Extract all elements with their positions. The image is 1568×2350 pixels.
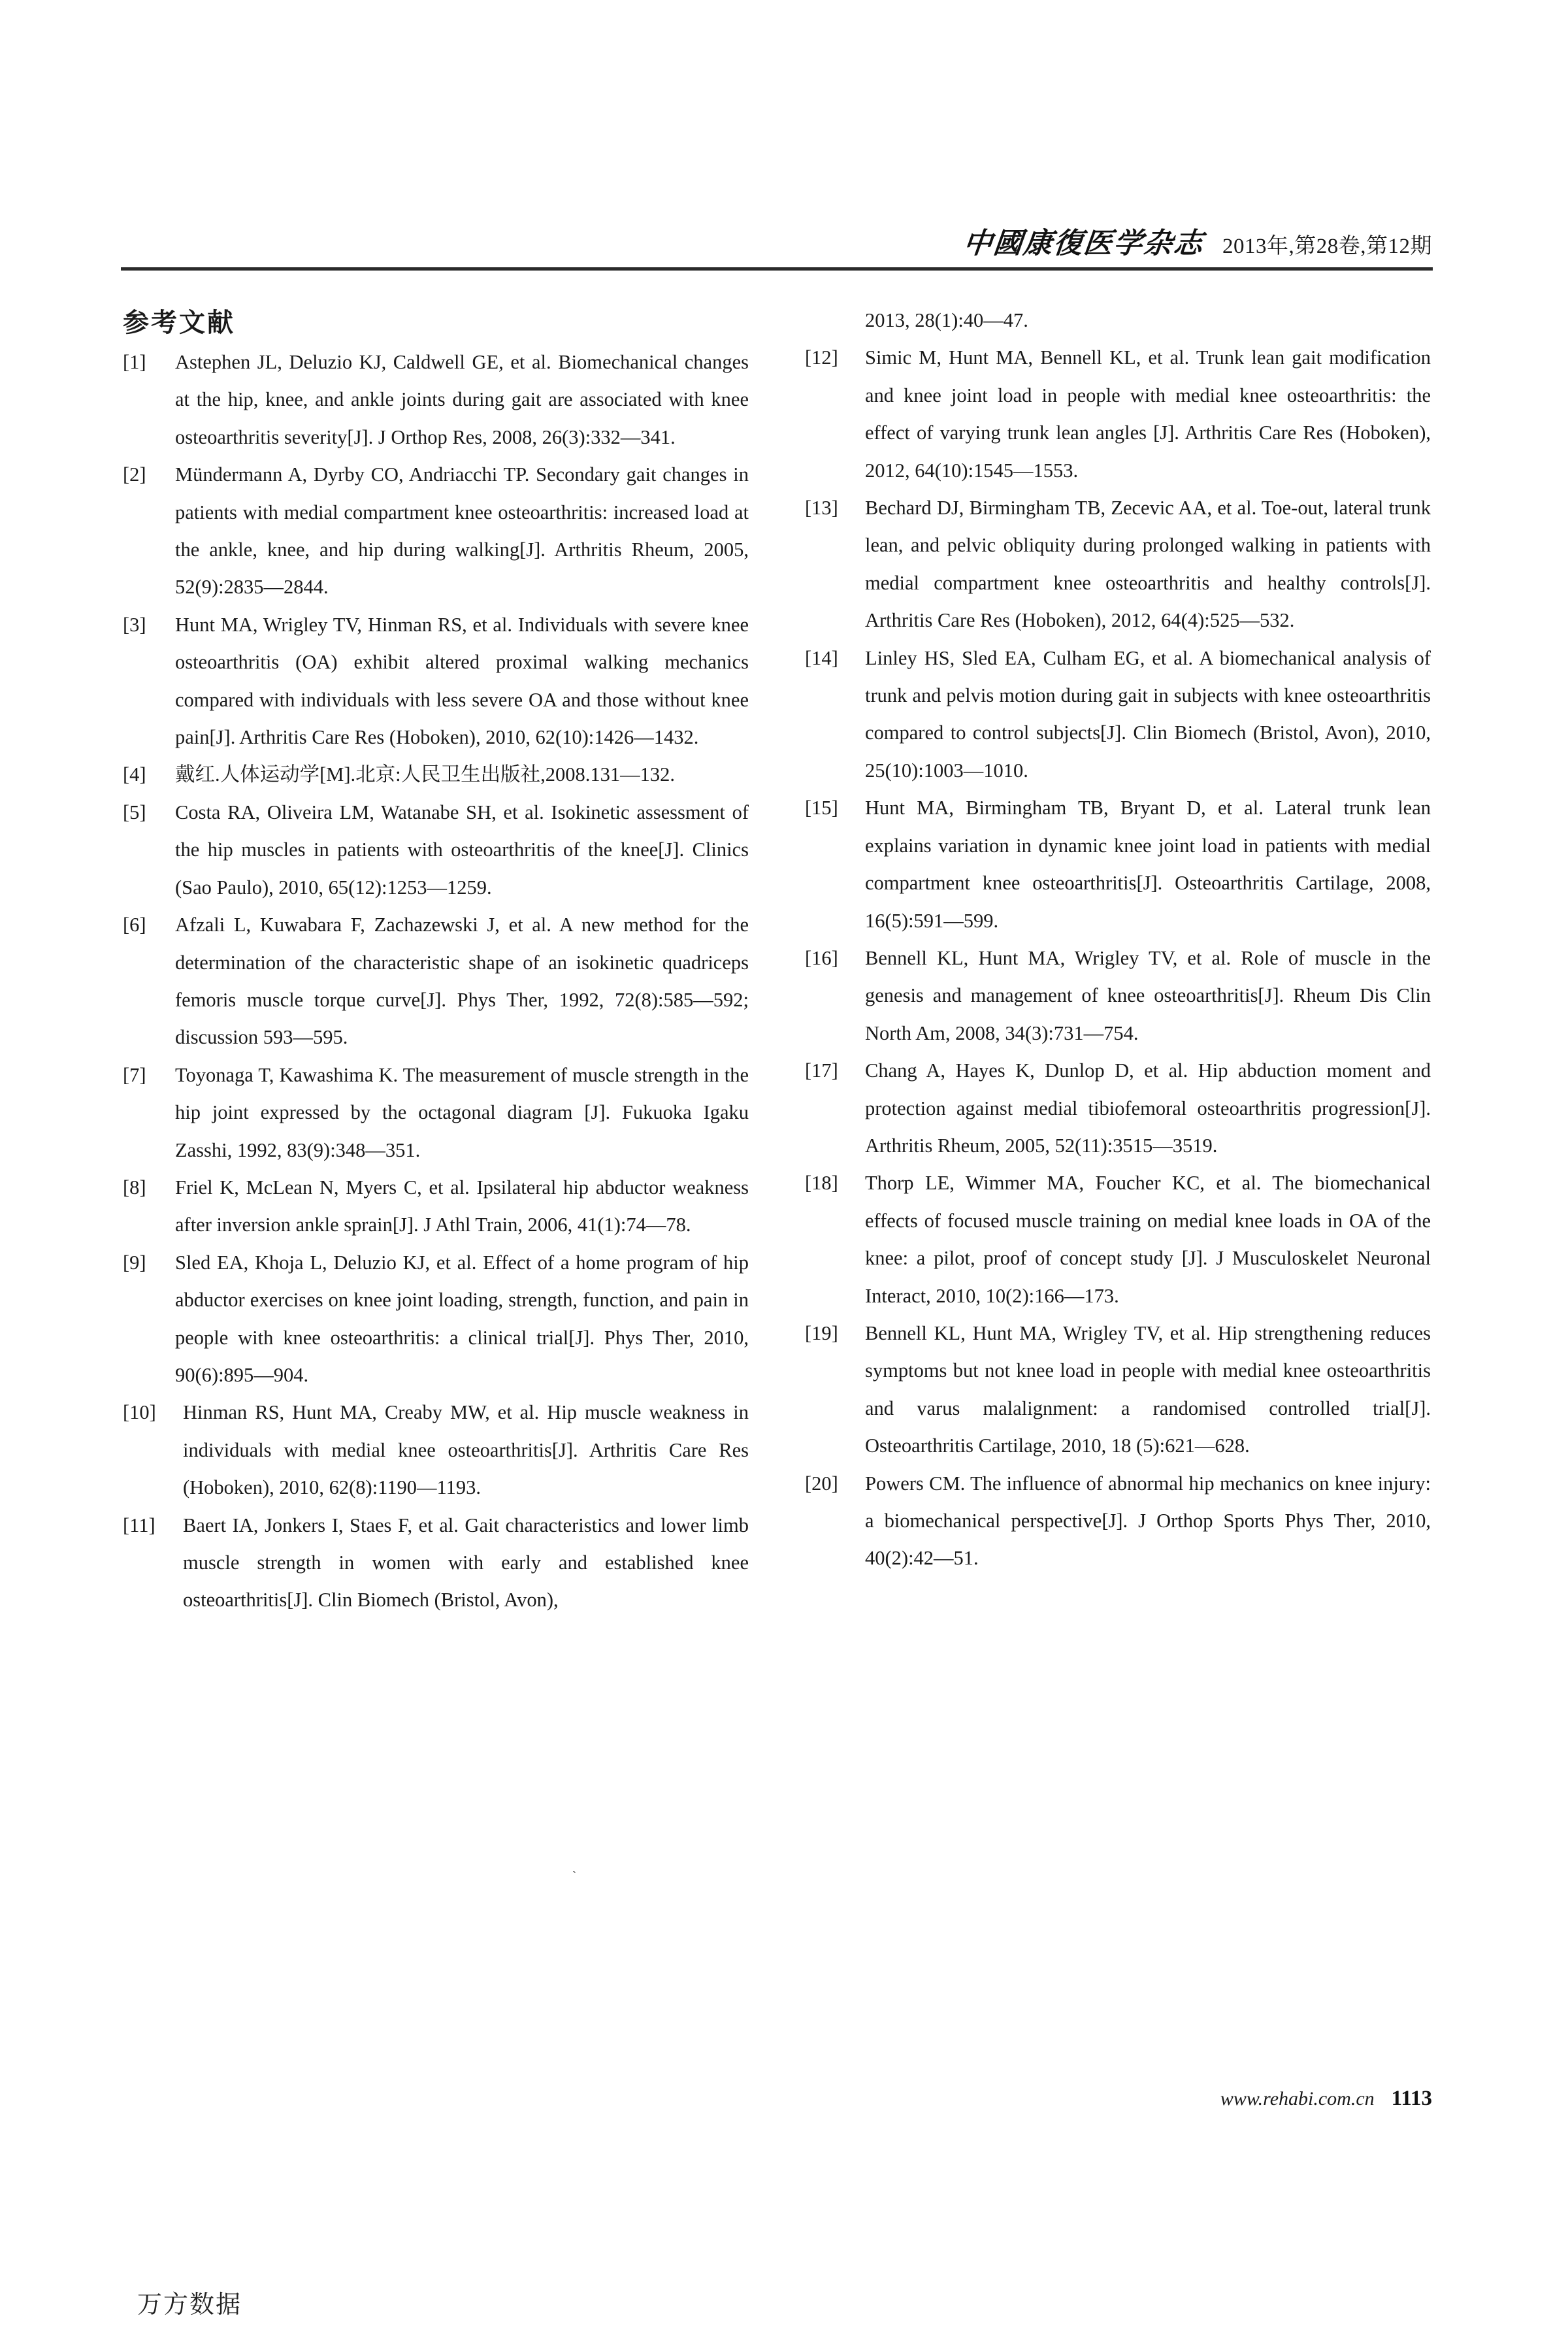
page-footer [1220,2087,1432,2111]
reference-item [805,339,1431,489]
reference-item [805,1465,1431,1578]
reference-number: [3] [123,613,146,636]
scan-artifact-mark: ˎ [572,1860,576,1873]
running-head [961,220,1432,261]
reference-text: Baert IA, Jonkers I, Staes F, et al. Gait characteristics and lower limb muscle strength in women with early and established knee osteoarthritis[J]. Clin Biomech (Bristol, Avon), [183,1514,749,1612]
reference-text: Afzali L, Kuwabara F, Zachazewski J, et al. A new method for the determination of the characteristic shape of an isokinetic quadriceps femoris muscle torque curve[J]. Phys Ther, 1992, 72(8):585—592; discussion 593—595. [175,914,749,1049]
reference-text: Friel K, McLean N, Myers C, et al. Ipsilateral hip abductor weakness after inversion ankle sprain[J]. J Athl Train, 2006, 41(1):74—78. [175,1176,749,1236]
reference-text: Hunt MA, Wrigley TV, Hinman RS, et al. Individuals with severe knee osteoarthritis (OA) exhibit altered proximal walking mechanics compared with individuals with less severe OA and those without knee pain[J]. Arthritis Care Res (Hoboken), 2010, 62(10):1426—1432. [175,613,749,749]
watermark: 万方数据 [137,2290,242,2319]
reference-number: [13] [805,497,838,520]
journal-logo: 中國康復医学杂志 [961,227,1206,260]
reference-number: [14] [805,646,838,669]
reference-item [123,756,749,793]
reference-number: [4] [123,763,146,786]
reference-number: [7] [123,1063,146,1086]
reference-text: Bennell KL, Hunt MA, Wrigley TV, et al. Role of muscle in the genesis and management of knee osteoarthritis[J]. Rheum Dis Clin North Am, 2008, 34(3):731—754. [865,946,1431,1044]
reference-text: Chang A, Hayes K, Dunlop D, et al. Hip abduction moment and protection against medial tibiofemoral osteoarthritis progression[J]. Arthritis Rheum, 2005, 52(11):3515—3519. [865,1059,1431,1157]
reference-item [805,789,1431,940]
header-rule [121,267,1433,271]
reference-text: Sled EA, Khoja L, Deluzio KJ, et al. Effect of a home program of hip abductor exercises on knee joint loading, strength, function, and pain in people with knee osteoarthritis: a clinical trial[J]. Phys Ther, 2010, 90(6):895—904. [175,1251,749,1386]
reference-item [123,1169,749,1244]
reference-item [805,1315,1431,1465]
section-title: 参考文献 [123,308,235,338]
reference-number: [19] [805,1321,838,1344]
reference-item [805,1165,1431,1315]
issue-info: 2013年,第28卷,第12期 [1222,235,1432,258]
reference-item [805,640,1431,790]
references-left-column [123,344,749,1619]
reference-item [123,1057,749,1169]
reference-item [123,1394,749,1506]
reference-item [123,1507,749,1619]
reference-number: [20] [805,1472,838,1495]
reference-item [805,489,1431,640]
reference-number: [1] [123,351,146,373]
reference-text: Hinman RS, Hunt MA, Creaby MW, et al. Hip muscle weakness in individuals with medial knee osteoarthritis[J]. Arthritis Care Res (Hoboken), 2010, 62(8):1190—1193. [183,1401,749,1499]
reference-number: [10] [123,1401,156,1424]
reference-item [123,1244,749,1395]
reference-text: Hunt MA, Birmingham TB, Bryant D, et al. Lateral trunk lean explains variation in dynamic knee joint load in patients with medial compartment knee osteoarthritis[J]. Osteoarthritis Cartilage, 2008, 16(5):591—599. [865,797,1431,932]
reference-number: [11] [123,1514,155,1536]
reference-number: [9] [123,1251,146,1274]
reference-item [805,1052,1431,1165]
reference-text: Mündermann A, Dyrby CO, Andriacchi TP. Secondary gait changes in patients with medial compartment knee osteoarthritis: increased load at the ankle, knee, and hip during walking[J]. Arthritis Rheum, 2005, 52(9):2835—2844. [175,463,749,599]
reference-number: [8] [123,1176,146,1199]
reference-text: Bechard DJ, Birmingham TB, Zecevic AA, et al. Toe-out, lateral trunk lean, and pelvic obliquity during prolonged walking in patients with medial compartment knee osteoarthritis and healthy controls[J]. Arthritis Care Res (Hoboken), 2012, 64(4):525—532. [865,497,1431,632]
reference-number: [17] [805,1059,838,1082]
website-url: www.rehabi.com.cn [1220,2088,1375,2110]
reference-number: [16] [805,946,838,969]
reference-number: [5] [123,801,146,823]
reference-number: [6] [123,914,146,936]
reference-number: [2] [123,463,146,486]
reference-text: Simic M, Hunt MA, Bennell KL, et al. Trunk lean gait modification and knee joint load in people with medial knee osteoarthritis: the effect of varying trunk lean angles [J]. Arthritis Care Res (Hoboken), 2012, 64(10):1545—1553. [865,346,1431,482]
reference-text: Thorp LE, Wimmer MA, Foucher KC, et al. The biomechanical effects of focused muscle training on medial knee loads in OA of the knee: a pilot, proof of concept study [J]. J Musculoskelet Neuronal Interact, 2010, 10(2):166—173. [865,1172,1431,1307]
reference-text: Bennell KL, Hunt MA, Wrigley TV, et al. Hip strengthening reduces symptoms but not knee load in people with medial knee osteoarthritis and varus malalignment: a randomised controlled trial[J]. Osteoarthritis Cartilage, 2010, 18 (5):621—628. [865,1321,1431,1457]
references-right-column [805,302,1431,1578]
reference-item [123,794,749,906]
reference-text: Astephen JL, Deluzio KJ, Caldwell GE, et al. Biomechanical changes at the hip, knee, and ankle joints during gait are associated with knee osteoarthritis severity[J]. J Orthop Res, 2008, 26(3):332—341. [175,351,749,448]
reference-item [123,344,749,456]
reference-number: [18] [805,1172,838,1195]
reference-item [123,456,749,606]
reference-text: Toyonaga T, Kawashima K. The measurement of muscle strength in the hip joint expressed by the octagonal diagram [J]. Fukuoka Igaku Zasshi, 1992, 83(9):348—351. [175,1063,749,1161]
reference-item [123,606,749,757]
reference-item [805,940,1431,1052]
reference-number: [12] [805,346,838,369]
reference-text: Powers CM. The influence of abnormal hip mechanics on knee injury: a biomechanical perspective[J]. J Orthop Sports Phys Ther, 2010, 40(2):42—51. [865,1472,1431,1570]
reference-continuation: 2013, 28(1):40—47. [865,309,1028,331]
page-number: 1113 [1391,2087,1432,2110]
reference-text: Linley HS, Sled EA, Culham EG, et al. A biomechanical analysis of trunk and pelvis motion during gait in subjects with knee osteoarthritis compared to control subjects[J]. Clin Biomech (Bristol, Avon), 2010, 25(10):1003—1010. [865,646,1431,782]
reference-number: [15] [805,797,838,819]
reference-text: 戴红.人体运动学[M].北京:人民卫生出版社,2008.131—132. [175,763,676,786]
reference-text: Costa RA, Oliveira LM, Watanabe SH, et al. Isokinetic assessment of the hip muscles in patients with osteoarthritis of the knee[J]. Clinics (Sao Paulo), 2010, 65(12):1253—1259. [175,801,749,899]
reference-item [123,906,749,1057]
